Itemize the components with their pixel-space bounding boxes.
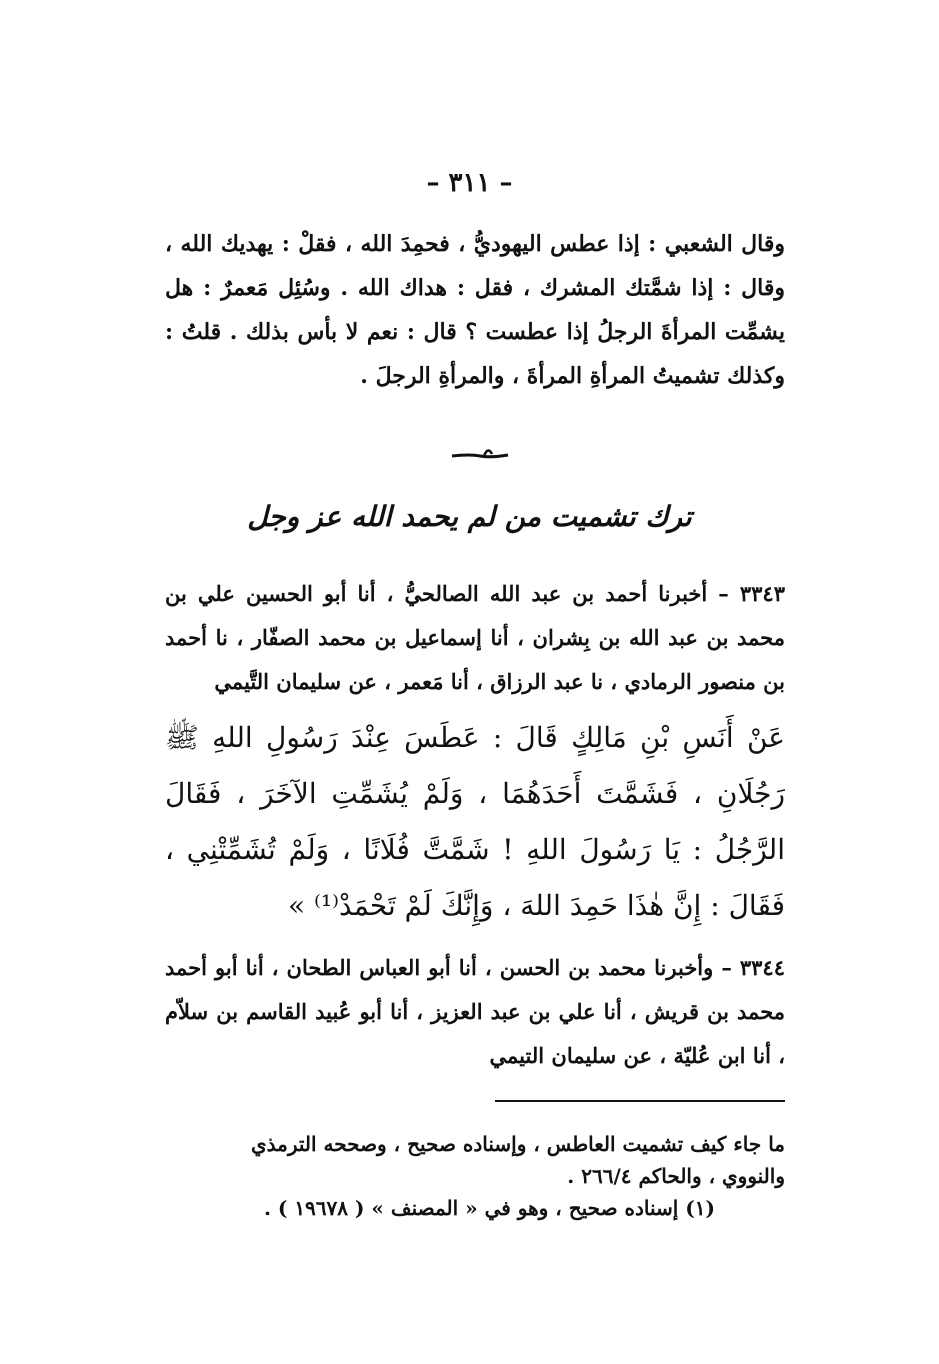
page-number: – ٣١١ – [426, 168, 513, 198]
footnote-continued-line-2: والنووي ، والحاكم ٢٦٦/٤ . [567, 1164, 785, 1188]
chapter-title: ترك تشميت من لم يحمد الله عز وجل [247, 500, 692, 533]
footnote-divider [495, 1100, 785, 1102]
footnote-1: (١) إسناده صحيح ، وهو في « المصنف » ( ١٩٦٧٨ ) . [263, 1196, 715, 1220]
footnotes [165, 1128, 785, 1224]
ornament-divider-icon [450, 440, 510, 464]
hadith-3343-isnad: ٣٣٤٣ – أخبرنا أحمد بن عبد الله الصالحيُّ ، أنا أبو الحسين علي بن محمد بن عبد الله بن بِشران ، أنا إسماعيل بن محمد الصفّار ، نا أحمد بن منصور الرمادي ، نا عبد الرزاق ، أنا مَعمر ، عن سليمان التَّيمي [165, 581, 785, 694]
hadith-3343-matn: عَنْ أَنَسِ بْنِ مَالِكٍ قَالَ : عَطَسَ عِنْدَ رَسُولِ اللهِ ﷺ رَجُلَانِ ، فَشَمَّتَ أَحَدَهُمَا ، وَلَمْ يُشَمِّتِ الآخَرَ ، فَقَالَ الرَّجُلُ : يَا رَسُولَ اللهِ ! شَمَّتَّ فُلَانًا ، وَلَمْ تُشَمِّتْنِي ، فَقَالَ : إِنَّ هٰذَا حَمِدَ اللهَ ، وَإِنَّكَ لَمْ تَحْمَدْ⁽¹⁾ » [165, 721, 785, 922]
hadith-3344-isnad: ٣٣٤٤ – وأخبرنا محمد بن الحسن ، أنا أبو العباس الطحان ، أنا أبو أحمد محمد بن قريش ، أنا علي بن عبد العزيز ، أنا أبو عُبيد القاسم بن سلاّم ، أنا ابن عُليّة ، عن سليمان التيمي [165, 955, 785, 1068]
footnote-continued-line-1: ما جاء كيف تشميت العاطس ، وإسناده صحيح ، وصححه الترمذي [250, 1132, 785, 1156]
intro-paragraph: وقال الشعبي : إذا عطس اليهوديُّ ، فحمِدَ الله ، فقلْ : يهديك الله ، وقال : إذا شمَّتك المشرك ، فقل : هداك الله . وسُئِل مَعمرٌ : هل يشمِّت المرأةَ الرجلُ إذا عطست ؟ قال : نعم لا بأس بذلك . قلتُ : وكذلك تشميتُ المرأةِ المرأةَ ، والمرأةِ الرجلَ . [165, 231, 785, 389]
